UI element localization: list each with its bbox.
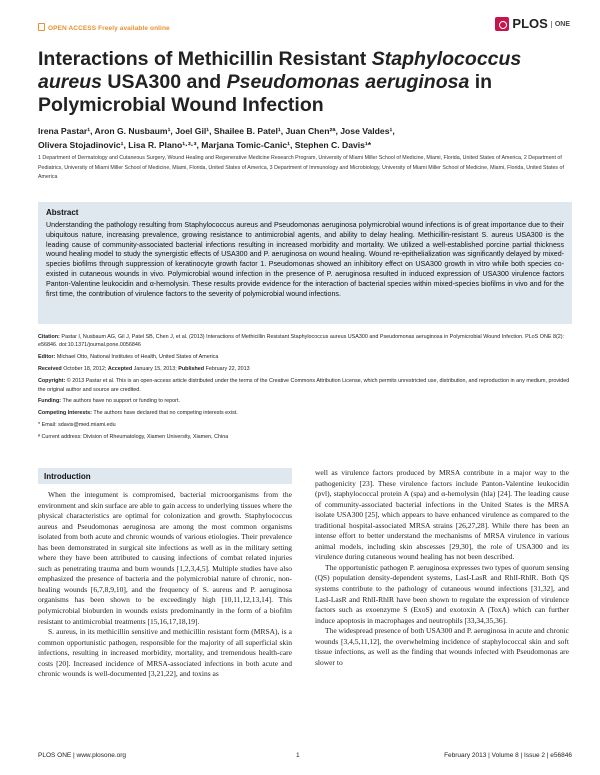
body-paragraph: well as virulence factors produced by MRSA contribute in a major way to the pathogenicity [23]. These virulence factors include Panton-Valentine leukocidin (pvl), staphylococcal protein A (spa) and α-hemolysin (hla) [24]. The leading cause of community-associated bacterial infections in the United States is the MRSA isolate USA300 [25], which appears to have enhanced virulence as compared to the traditional hospital-associated MRSA strains [26,27,28]. While there has been an intense effort to better understand the mechanisms of MRSA virulence in various animal models, including skin abscesses [29,30], the role of USA300 and its virulence during cutaneous wound healing has not been described.	[315, 468, 569, 562]
authors-line-1: Irena Pastar¹, Aron G. Nusbaum¹, Joel Gil¹, Shailee B. Patel¹, Juan Chen²ª, Jose Valdes¹,	[38, 126, 395, 136]
copyright: Copyright: © 2013 Pastar et al. This is an open-access article distributed under the terms of the Creative Commons Attribution License, which permits unrestricted use, distribution, and reproduction in any medium, provided the original author and source are credited.	[38, 378, 570, 393]
funding: Funding: The authors have no support or funding to report.	[38, 398, 180, 405]
introduction-heading-box	[38, 468, 292, 484]
page-number: 1	[296, 752, 300, 759]
abstract-box	[38, 202, 572, 324]
open-access-banner	[38, 23, 170, 32]
email[interactable]: * Email: sdavis@med.miami.edu	[38, 422, 116, 429]
journal-logo-text: PLOS	[512, 16, 548, 31]
journal-logo	[495, 16, 570, 31]
body-paragraph: The widespread presence of both USA300 and P. aeruginosa in acute and chronic wounds [3,4,5,11,12], the overwhelming incidence of staphylococcal skin and soft tissue infections, as well as the finding that wounds infected with Pseudomonas are slower to	[315, 626, 569, 667]
plos-badge-icon	[495, 17, 509, 31]
author-list	[38, 125, 563, 152]
body-column-left	[38, 490, 292, 680]
body-paragraph: The opportunistic pathogen P. aeruginosa expresses two types of quorum sensing (QS) population density-dependent systems, LasI-LasR and RhlI-RhlR. Both QS systems contribute to the pathology of cutaneous wound infections [31,32], and LasI-LasR and RhlI-RhlR have been shown to regulate the expression of virulence factors such as exoenzyme S (ExoS) and exotoxin A (ToxA) which can further induce apoptosis in macrophages and neutrophils [33,34,35,36].	[315, 562, 569, 625]
abstract-text: Understanding the pathology resulting from Staphylococcus aureus and Pseudomonas aeruginosa polymicrobial wound infections is of great importance due to their ubiquitous nature, increasing prevalence, growing resistance to antimicrobial agents, and ability to delay healing. Methicillin-resistant S. aureus USA300 is the leading cause of community-associated bacterial infections resulting in increased morbidity and mortality. We utilized a well-established porcine partial thickness wound healing model to study the synergistic effects of USA300 and P. aeruginosa on wound healing. Wound re-epithelialization was significantly delayed by mixed-species biofilms through suppression of keratinocyte growth factor 1. Pseudomonas showed an inhibitory effect on USA300 growth in vitro while both species co-existed in cutaneous wounds in vivo. Polymicrobial wound infection in the presence of P. aeruginosa resulted in induced expression of USA300 virulence factors Panton-Valentine leukocidin and α-hemolysin. These results provide evidence for the interaction of bacterial species within mixed-species biofilms in vivo and for the first time, the contribution of virulence factors to the severity of polymicrobial wound infections.	[46, 221, 564, 298]
body-paragraph: When the integument is compromised, bacterial microorganisms from the environment and skin surface are able to gain access to underlying tissues where the physical characteristics are optimal for colonization and growth. Staphylococcus aureus and Pseudomonas aeruginosa are among the most common organisms isolated from both acute and chronic wounds of various etiologies. Their prevalence has been demonstrated in surgical site infections as well as in the military setting where they have been attributed to causing infections of combat related injuries such as penetrating trauma and burn wounds [1,2,3,4,5]. Multiple studies have also emphasized the presence of bacteria and the polymicrobial nature of chronic, non-healing wounds [6,7,8,9,10], and the frequency of S. aureus and P. aeruginosa organisms has been shown to be exceedingly high [10,11,12,13,14]. This polymicrobial bioburden in wounds exists predominantly in the form of a biofilm resistant to antimicrobial treatments [15,16,17,18,19].	[38, 490, 292, 626]
journal-header	[0, 0, 600, 34]
dates: Received October 18, 2012; Accepted January 15, 2013; Published February 22, 2013	[38, 366, 250, 373]
footer-issue-info: February 2013 | Volume 8 | Issue 2 | e56846	[444, 752, 572, 759]
footer-journal-url[interactable]: PLOS ONE | www.plosone.org	[38, 752, 127, 759]
journal-suffix: ONE	[551, 21, 570, 28]
citation: Citation: Pastar I, Nusbaum AG, Gil J, Patel SB, Chen J, et al. (2013) Interactions of Methicillin Resistant Staphylococcus aureus USA300 and Pseudomonas aeruginosa in Polymicrobial Wound Infection. PLoS ONE 8(2): e56846. doi:10.1371/journal.pone.0056846	[38, 334, 565, 349]
editor: Editor: Michael Otto, National Institutes of Health, United States of America	[38, 354, 219, 361]
body-column-right	[315, 468, 569, 668]
abstract-heading: Abstract	[46, 208, 79, 217]
authors-line-2: Olivera Stojadinovic¹, Lisa R. Plano¹·²·³, Marjana Tomic-Canic¹, Stephen C. Davis¹*	[38, 139, 372, 150]
open-access-label: OPEN ACCESS Freely available online	[48, 25, 170, 32]
page-footer	[38, 752, 572, 766]
open-lock-icon	[38, 23, 45, 31]
article-metadata	[38, 333, 572, 445]
introduction-heading: Introduction	[44, 472, 91, 481]
competing-interests: Competing Interests: The authors have declared that no competing interests exist.	[38, 410, 238, 417]
affiliations: 1 Department of Dermatology and Cutaneous Surgery, Wound Healing and Regenerative Medicine Research Program, University of Miami Miller School of Medicine, Miami, Florida, United States of America, 2 Department of Pediatrics, University of Miami Miller School of Medicine, Miami, Florida, United States of America, 3 Department of Immunology and Microbiology, University of Miami Miller School of Medicine, Miami, Florida, United States of America	[38, 155, 564, 181]
current-address: ª Current address: Division of Rheumatology, Xiamen University, Xiamen, China	[38, 434, 229, 441]
article-title: Interactions of Methicillin Resistant Staphylococcus aureus USA300 and Pseudomonas aeruginosa in Polymicrobial Wound Infection	[38, 48, 522, 116]
body-paragraph: S. aureus, in its methicillin sensitive and methicillin resistant form (MRSA), is a common opportunistic pathogen, responsible for the majority of all superficial skin infections, resulting in increased morbidity, mortality, and tremendous health-care costs [20]. Increased incidence of MRSA-associated infections in both acute and chronic wounds is well-documented [3,21,22], and toxins as	[38, 627, 292, 679]
